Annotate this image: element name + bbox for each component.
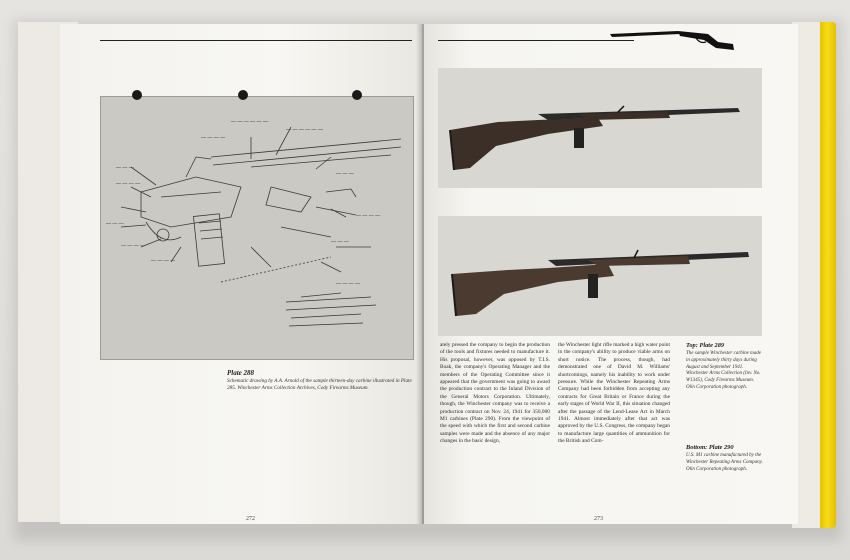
left-page: [60, 24, 422, 524]
photo-top-carbine: [438, 68, 762, 188]
schematic-drawing: [100, 96, 414, 360]
text-column-2: the Winchester light rifle marked a high water point in the company's ability to produce viable arms on short notice. The process, though, had demonstrated one of David M. Williams' shortcomings, namely his inability to work under pressure. While the Winchester Repeating Arms Company had been forbidden from accepting any contracts for Great Britain or France during the early stages of World War II, this situation changed after the passage of the Lend-Lease Act in March 1941. Almost immediately after that act was approved by the U.S. Congress, the company began to manufacture large quantities of ammunition for the British and Com-: [558, 342, 670, 445]
svg-text:— — — —: — — — —: [356, 213, 381, 219]
header-rifle-ornament: [608, 26, 738, 52]
book-cover-edge: [820, 22, 836, 528]
svg-text:— — — —: — — — —: [116, 181, 141, 187]
svg-text:— — —: — — —: [106, 221, 124, 227]
svg-text:— — — — — —: — — — — — —: [231, 119, 268, 125]
schematic-sketch-image: [101, 97, 413, 359]
right-page: [424, 24, 798, 524]
text-column-1: ately pressed the company to begin the production of the tools and fixtures needed to manufacture it. His proposal, however, was opposed by T.I.S. Boak, the company's Operating Manager and the members of the Operating Committee since it appeared that the government was going to award the production contract to the Inland Division of the General Motors Corporation. Ultimately, though, the Winchester company was to receive a production contract on Nov. 24, 1941 for 350,000 M1 carbines (Plate 290). From the viewpoint of the speed with which the first and second carbine samples were made and the absence of any major changes in the basic design,: [440, 342, 550, 445]
sidebar-bottom-body: U.S. M1 carbine manufactured by the Winchester Repeating Arms Company. Olin Corporation photograph.: [686, 453, 763, 472]
page-number: 272: [246, 516, 255, 522]
punch-hole: [132, 90, 142, 100]
caption-body: Schematic drawing by A.A. Arnold of the sample thirteen-day carbine illustrated in Plate 285. Winchester Arms Collection Archives, Cody Firearms Museum.: [227, 378, 412, 391]
header-rule: [100, 40, 412, 41]
svg-text:— — —: — — —: [116, 165, 134, 171]
page-number: 273: [594, 516, 603, 522]
sidebar-bottom-title: Bottom: Plate 290: [686, 444, 734, 451]
svg-text:— — — —: — — — —: [121, 243, 146, 249]
svg-text:— — — —: — — — —: [201, 135, 226, 141]
photo-bottom-carbine: [438, 216, 762, 336]
carbine-photo-image: [438, 68, 762, 188]
svg-text:— — — — — —: — — — — — —: [286, 127, 323, 133]
carbine-photo-image: [438, 216, 762, 336]
punch-hole: [238, 90, 248, 100]
sidebar-top-body: The sample Winchester carbine made in approximately thirty days during August and September 1941. Winchester Arms Collection (Inv. No. W1345), Cody Firearms Museum. Olin Corporation photograph.: [686, 351, 761, 390]
punch-hole: [352, 90, 362, 100]
svg-text:— — —: — — —: [336, 171, 354, 177]
svg-text:— — — —: — — — —: [336, 281, 361, 287]
svg-text:— — —: — — —: [331, 239, 349, 245]
svg-text:— — — —: — — — —: [151, 258, 176, 264]
header-rule: [438, 40, 634, 41]
caption-title: Plate 288: [227, 369, 255, 377]
sidebar-top-title: Top: Plate 289: [686, 342, 725, 349]
